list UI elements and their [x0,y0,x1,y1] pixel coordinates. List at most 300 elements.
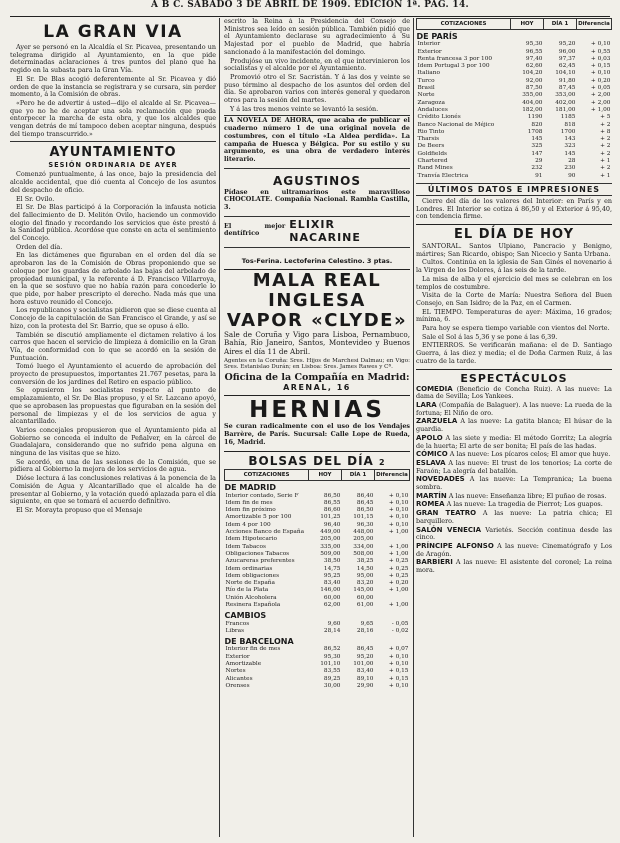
barcelona-cell: 89,10 [356,675,374,682]
espectaculos-title: ESPECTÁCULOS [416,369,612,385]
bolsas-title [224,451,410,468]
ad-elixir [224,216,410,245]
col-header-dia: DÍA 1 [544,19,577,30]
gran-via-lead: Ayer se personó en la Alcaldía el Sr. Picaveа, presentando un telegrama dirigido al Ayuntamiento, en la que pide determinadas aclaraciones á tres puntos del plano que ha regido en la subasta para la Gran Vía. [10,43,216,75]
ad-novela-text: LA NOVELA DE AHORA, que acaba de publicar el cuaderno número 1 de una original novela de costumbres, con el título «La Aldea perdida». La campaña de Huesca y Bélgica. Por su estilo y su argumento, es una obra de verdadero interés literario. [224,116,410,163]
cambios-cell: - 0,05 [391,620,409,627]
ad-novela [224,115,410,165]
paris-cell: Exterior [417,48,442,55]
session-continued-3: Promovió otro el Sr. Sacristán. Y á las dos y veinte se puso término al despacho de los asuntos del orden del día. Se aprobaron varios con interés general y quedaron otros para la sesión del martes. [224,72,410,105]
barcelona-cell: + 0,15 [388,668,409,675]
paris-cell: 28 [568,158,576,165]
cambios-cell: 28,16 [356,627,374,634]
gran-via-p3: «Pero he de advertir á usted—dijo el alcalde al Sr. Picaveа—que yo no he de aceptar una sola reclamación que pueda entorpecer la marcha de esta obra, y que los alcaldes que vengan detrás de mí tampoco deben aceptar ninguna, después del tiempo transcurrido.» [10,98,216,138]
madrid-row [225,529,410,536]
madrid-cell: + 0,25 [388,572,409,579]
paris-cell: 62,60 [525,63,543,70]
paris-cell: 1700 [560,128,576,135]
session-p5: En las dictámenes que figuraban en el orden del día se aprobaron las de la Comisión de Obras proponiendo que se coloque por los guardas de arbolado las bajas del arbolado de propiedad municipal, y la referente á D. Francisco Villarroya, en la que se sostuvo que no había razón para concederle lo que pide, por haber prescripto el derecho. Nada más que una hora estuvo reunido el Concejo. [10,251,216,306]
paris-cell: Norte [417,92,435,99]
ad-agustinos-title: AGUSTINOS [272,173,362,188]
paris-cell: De Beers [417,143,445,150]
show-listing [416,493,612,501]
show-listing [416,527,612,542]
madrid-cell: 83,40 [323,580,341,587]
show-program: Varietés. Sección continua desde las cinco. [416,525,612,542]
paris-cell: + 0,10 [590,70,611,77]
group-barcelona-label: DE BARCELONA [224,637,294,647]
ayuntamiento-subtitle: SESIÓN ORDINARIA DE AYER [48,161,178,170]
show-listing [416,435,612,450]
dia-santoral: SANTORAL. Santos Ulpiano, Pancracio y Benigno, mártires; San Ricardo, obispo; San Nicecio y Santa Urbana. [416,242,612,258]
madrid-cell: + 1,00 [388,550,409,557]
madrid-cell: 14,50 [356,565,374,572]
paris-cell: 145 [531,136,543,143]
show-listing [416,476,612,491]
madrid-cell: Idem 4 por 100 [225,521,271,528]
ad-mala-real-address: ARENAL, 16 [283,383,351,393]
madrid-cell: Idem obligaciones [225,572,280,579]
paris-cell: 91,80 [558,77,576,84]
col-header-dia: DÍA 1 [342,470,375,481]
paris-cell: 29 [535,158,543,165]
show-listing [416,460,612,475]
barcelona-cell: 89,25 [323,675,341,682]
madrid-cell: 101,15 [353,514,374,521]
paris-row [417,92,612,99]
paris-cell: 96,00 [558,48,576,55]
session-p3: El Sr. De Blas participó á la Corporación la infausta noticia del fallecimiento de D. Melitón Ovilo, haciendo un conmovido elogio del finado y recordando los servicios que éste prestó á la Sanidad pública. Acordóse que conste en acta el sentimiento del Concejo. [10,203,216,243]
paris-cell: 230 [564,165,576,172]
show-listing [416,510,612,525]
madrid-cell: 509,00 [320,550,341,557]
show-listing [416,501,612,509]
madrid-row [225,551,410,558]
madrid-cell: 95,00 [356,572,374,579]
paris-cell: + 1,00 [590,106,611,113]
dia-visita: Visita de la Corte de María: Nuestra Señora del Buen Consejo, en San Isidro; de la Paz, en el Carmen. [416,291,612,307]
madrid-row [225,573,410,580]
barcelona-cell: Exterior [225,653,250,660]
paris-cell: Brasil [417,85,435,92]
paris-cell: 818 [564,121,576,128]
barcelona-row [225,646,410,653]
show-venue: MARTÍN [416,491,447,500]
paris-row [417,49,612,56]
cambios-row [225,628,410,635]
paris-cell: + 0,20 [590,77,611,84]
show-program: (Beneficio de Concha Ruiz). A las nueve: La dama de Sevilla; Los Yankees. [416,384,612,401]
page-header [10,0,610,17]
paris-cell: 353,00 [555,92,576,99]
madrid-cell: 448,00 [353,529,374,536]
paris-cell: Idem Portugal 3 por 100 [417,63,490,70]
paris-cell: + 2 [600,165,611,172]
col-header-hoy: HOY [511,19,544,30]
madrid-cell: + 1,00 [388,529,409,536]
show-program: A las nueve: La tragedia de Pierrot; Los guapos. [446,500,603,509]
paris-cell: Renta francesa 3 por 100 [417,55,493,62]
paris-cell: + 1 [600,158,611,165]
paris-cell: 325 [531,143,543,150]
barcelona-row [225,668,410,675]
dia-title: EL DÍA DE HOY [416,224,612,242]
show-listing [416,418,612,433]
paris-cell: + 0,05 [590,85,611,92]
madrid-cell: + 0,10 [388,499,409,506]
ad-agustinos-text: Pídase en ultramarinos este maravilloso CHOCOLATE. Compañía Nacional. Rambla Castilla, 3. [224,187,410,212]
madrid-cell: Acciones Banco de España [225,529,305,536]
paris-row [417,151,612,158]
paris-cell: 95,30 [525,41,543,48]
show-program: A las nueve: Enseñanza libre; El puñao de rosas. [448,491,607,500]
madrid-cell: 449,00 [320,529,341,536]
paris-cell: 820 [531,121,543,128]
paris-cell: 323 [564,143,576,150]
madrid-row [225,595,410,602]
madrid-cell: + 0,20 [388,580,409,587]
paris-cell: 402,00 [555,99,576,106]
paris-cell: + 5 [600,114,611,121]
madrid-cell: + 0,10 [388,521,409,528]
show-program: A las nueve: La patria chica; El barquillero. [416,509,612,525]
show-program: A las nueve: El trust de los tenorios; La corte de Faraón; La alegría del batallón. [416,458,612,475]
dia-prevision: Para hoy se espera tiempo variable con vientos del Norte. [422,324,610,333]
column-rule-1 [219,18,220,837]
paris-cell: 87,50 [525,85,543,92]
bolsas-title-text: BOLSAS DEL DÍA [248,454,374,469]
paris-cell: Andaluces [417,106,448,113]
madrid-cell: 86,50 [323,492,341,499]
madrid-cell: 508,00 [353,550,374,557]
paris-cell: + 2 [600,136,611,143]
paris-row [417,70,612,77]
show-program: A las nueve: La gatita blanca; El húsar de la guardia. [416,417,612,434]
paris-row [417,100,612,107]
paris-row [417,85,612,92]
paris-cell: + 2,00 [590,99,611,106]
madrid-row [225,522,410,529]
session-continued-1: escrito la Reina á la Presidencia del Consejo de Ministros sea leído en sesión pública. También pidió que el Ayuntamiento declarase su agradecimiento á Su Majestad por el pueblo de Madrid, que habría sancionado á la manifestación del domingo. [224,18,410,56]
madrid-cell: 86,40 [356,492,374,499]
col-header-cotizaciones: COTIZACIONES [417,19,511,30]
ad-hernias [224,395,410,448]
madrid-cell: + 0,10 [388,492,409,499]
paris-table [416,18,612,180]
cambios-cell: Libras [225,627,245,634]
paris-row [417,173,612,180]
paris-cell: + 2 [600,121,611,128]
madrid-cell: 86,55 [323,499,341,506]
show-venue: CÓMICO [416,450,448,459]
barcelona-cell: 86,45 [356,646,374,653]
barcelona-row [225,676,410,683]
madrid-cell: Río de la Plata [225,587,269,594]
session-heading-ovilo: El Sr. Ovilo. [16,194,55,203]
paris-cell: + 0,15 [590,63,611,70]
session-p11: Se acordó, en una de las sesiones de la Comisión, que se pidiera al Gobierno la mejora de los servicios de agua. [10,457,216,474]
show-listing [416,402,612,417]
madrid-cell: 96,40 [323,521,341,528]
paris-cell: 232 [531,165,543,172]
gran-via-title: LA GRAN VIA [43,22,183,42]
ad-mala-real-title: MALA REAL INGLESA [252,269,382,311]
madrid-row [225,544,410,551]
paris-cell: 1708 [527,128,543,135]
paris-cell: 147 [531,150,543,157]
paris-cell: Interior [417,41,441,48]
barcelona-row [225,683,410,690]
show-venue: PRÍNCIPE ALFONSO [416,541,494,550]
show-program: A las siete y media: El método Gorritz; La alegría de la huerta; El arte de ser bonita; El país de las hadas. [416,433,612,450]
paris-cell: 96,55 [525,48,543,55]
madrid-cell: Interior contado, Serie F [225,492,299,499]
paris-cell: 62,45 [558,63,576,70]
paris-cell: + 2 [600,143,611,150]
dia-tiempo: EL TIEMPO. Temperaturas de ayer: Máxima, 16 grados; mínima, 6. [416,307,612,324]
madrid-cell [375,536,410,543]
ad-tosferina-text: Tos-Ferina. Lectoferina Celestino. 3 ptas. [241,256,393,265]
madrid-cell: + 1,00 [388,543,409,550]
cambios-cell: - 0,02 [391,627,409,634]
madrid-cell: + 0,25 [388,558,409,565]
col-header-hoy: HOY [309,470,342,481]
madrid-cell: + 0,25 [388,565,409,572]
madrid-row [225,587,410,594]
col-header-diferencia: Diferencia [375,470,410,481]
barcelona-row [225,661,410,668]
madrid-cell: 101,25 [320,514,341,521]
divider [10,141,216,142]
show-program: A las nueve: El asistente del coronel; La reina mora. [416,558,612,575]
show-venue: ZARZUELA [416,417,458,426]
group-cambios [225,609,410,620]
paris-cell: Goldfields [417,150,448,157]
show-venue: ROMEA [416,500,445,509]
paris-cell: 1185 [560,114,576,121]
show-listing [416,543,612,558]
paris-row [417,78,612,85]
paris-row [417,143,612,150]
paris-row [417,56,612,63]
show-listing [416,386,612,401]
madrid-cell: 205,00 [320,536,341,543]
show-venue: ESLAVA [416,458,446,467]
barcelona-cell: Nortes [225,668,246,675]
paris-cell: Tranvía Electrica [417,172,469,179]
paris-cell: 1190 [527,114,543,121]
madrid-row [225,514,410,521]
madrid-cell: 205,00 [353,536,374,543]
ad-tosferina [224,247,410,267]
madrid-cell: Amortizable 5 por 100 [225,514,292,521]
madrid-cell: Idem ordinarias [225,565,273,572]
show-venue: SALÓN VENECIA [416,525,482,534]
gran-via-p2: El Sr. De Blas acogió deferentemente al Sr. Picaveа y dió orden de que la instancia se registrara y se cursara, sin perder momento, á la Comisión de obras. [10,74,216,99]
show-program: (Compañía de Balaguer). A las nueve: La rueda de la fortuna; El Niño de oro. [416,401,612,417]
show-venue: COMEDIA [416,384,453,393]
ad-mala-real-route: Sale de Coruña y Vigo para Lisboa, Pernambuco, Bahía, Río Janeiro, Santos, Montevideo y Buenos Aires el día 11 de Abril. [224,329,410,356]
madrid-cell: 38,50 [323,558,341,565]
paris-cell: 104,20 [522,70,543,77]
group-cambios-label: CAMBIOS [224,611,267,621]
madrid-cell: 145,00 [353,587,374,594]
ad-hernias-title: HERNIAS [249,397,385,424]
madrid-cell: 86,45 [356,499,374,506]
paris-cell: Tharsis [417,136,440,143]
barcelona-cell: 101,00 [353,661,374,668]
paris-cell: + 0,10 [590,41,611,48]
madrid-row [225,558,410,565]
barcelona-cell: 30,00 [323,682,341,689]
session-p6: Los republicanos y socialistas pidieron que se diese cuenta al Concejo de la capitulación de San Francisco el Grande, y así se hizo, con la protesta del Sr. Barrio, que se opuso á ello. [10,306,216,330]
madrid-cell: 146,00 [320,587,341,594]
group-madrid [225,481,410,493]
ayuntamiento-title: AYUNTAMIENTO [49,145,177,161]
barcelona-cell: Amortizable [225,661,262,668]
paris-cell: 97,40 [525,55,543,62]
paris-cell: 143 [564,136,576,143]
session-p9: Se opusieron los socialistas respecto al punto de emplazamiento, el Sr. De Blas propuso, y el Sr. Lazcano apoyó, que se aprobasen las propuestas que figuraban en la sesión del personal de limpiezas y el de los servicios de agua y alcantarillado. [10,386,216,426]
madrid-cell: Obligaciones Tabacos [225,550,290,557]
paris-cell: + 1 [600,172,611,179]
madrid-cell: 83,20 [356,580,374,587]
paris-cell: 91 [535,172,543,179]
dia-entierros: ENTIERROS. Se verificarán mañana: el de D. Santiago Guerra, á las diez y media; el de Doña Carmen Ruiz, á las cuatro de la tarde. [416,341,612,365]
barcelona-cell: + 0,10 [388,653,409,660]
show-venue: NOVEDADES [416,475,465,484]
barcelona-cell: 29,90 [356,682,374,689]
madrid-cell: Azucareras preferentes [225,558,295,565]
barcelona-cell: + 0,10 [388,661,409,668]
page-header-text: A B C. SÁBADO 3 DE ABRIL DE 1909. EDICIÓN 1ª. PAG. 14. [151,0,469,10]
paris-row [417,114,612,121]
paris-cell: Turco [417,77,435,84]
barcelona-cell: + 0,07 [388,646,409,653]
ad-elixir-intro: El mejor dentífrico [224,221,286,238]
barcelona-cell: Interior fin de mes [225,646,281,653]
show-listing [416,451,612,459]
show-program: A las nueve: Los pícaros celos; El amor que huye. [449,450,611,459]
madrid-cell: 60,00 [323,594,341,601]
madrid-cell: Resinera Española [225,602,281,608]
madrid-row [225,493,410,500]
barcelona-cell: 101,10 [320,661,341,668]
paris-row [417,165,612,172]
bolsas-title-number: 2 [379,458,386,468]
session-p12: Dióse lectura á las conclusiones relativas á la ponencia de la Comisión de Agua y Alcantarillado que el alcalde ha de presentar al Gobierno, y la votación quedó aplazada para el día siguiente, en que se tomará el acuerdo definitivo. [10,474,216,506]
madrid-cell: + 1,00 [388,602,409,608]
paris-cell: + 2 [600,150,611,157]
paris-cell: 145 [564,150,576,157]
show-program: A las nueve: La Tempranica; La buena sombra. [416,475,612,492]
cambios-cell: 9,60 [327,620,341,627]
madrid-cell: Idem Hipotecario [225,536,277,543]
madrid-cell: Unión Alcoholera [225,594,277,601]
madrid-cell: + 0,10 [388,514,409,521]
madrid-cell: 95,25 [323,572,341,579]
ad-mala-real-office: Oficina de la Compañía en Madrid: [224,372,410,384]
paris-cell: Italiano [417,70,440,77]
cambios-row [225,621,410,628]
col-header-diferencia: Diferencia [577,19,612,30]
paris-cell: Crédito Lionés [417,114,461,121]
paris-row [417,122,612,129]
paris-row [417,63,612,70]
show-program: A las nueve: Cinematógrafo y Los de Aragón. [416,541,612,558]
madrid-cell: 96,30 [356,521,374,528]
session-heading-orden: Orden del día. [16,242,63,251]
group-madrid-label: DE MADRID [224,483,276,493]
ad-agustinos [224,168,410,214]
madrid-cell: 61,00 [356,602,374,608]
session-p8: Tomó luego el Ayuntamiento el acuerdo de aprobación del proyecto de presupuestos, importantes 21.767 pesetas, para la conversión de los jardines del Retiro en espacio público. [10,362,216,386]
paris-cell: Zaragoza [417,99,445,106]
paris-cell: 182,00 [522,106,543,113]
paris-cell: + 0,03 [590,55,611,62]
barcelona-cell: 83,40 [356,668,374,675]
ultimos-text: Cierre del día de los valores del Interior: en París y en Londres. El Interior se cotiza á 86,50 y el Exterior á 95,40, con tendencia firme. [416,196,612,221]
madrid-cell: 86,50 [356,507,374,514]
column-3 [416,18,612,837]
madrid-cell: 334,00 [353,543,374,550]
show-listing [416,559,612,574]
madrid-cell: 60,00 [356,594,374,601]
barcelona-cell: 86,52 [323,646,341,653]
session-p10: Varios concejales propusieron que el Ayuntamiento pida al Gobierno se conceda el indulto de Peñalver, en la cárcel de Guadalajara, considerando que no sufrido pena alguna en ninguna de las visitas que se hizo. [10,425,216,458]
paris-cell: 104,10 [555,70,576,77]
paris-cell: + 0,55 [590,48,611,55]
madrid-row [225,536,410,543]
barcelona-cell: 83,55 [323,668,341,675]
madrid-row [225,602,410,609]
group-barcelona [225,635,410,646]
barcelona-cell: Orenses [225,682,250,689]
paris-cell: 90 [568,172,576,179]
column-2 [224,18,410,837]
madrid-row [225,566,410,573]
paris-cell: Chartered [417,158,448,165]
paris-cell: 404,00 [522,99,543,106]
session-p1: Comenzó puntualmente, á las once, bajo la presidencia del alcalde accidental, que dió cuenta al Concejo de los asuntos del despacho de oficio. [10,170,216,194]
dia-misa: La misa de alba y el ejercicio del mes se celebran en los templos de costumbre. [416,274,612,291]
paris-cell: 92,00 [525,77,543,84]
barcelona-row [225,654,410,661]
dia-sol: Sale el Sol á las 5,36 y se pone á las 6,39. [422,332,558,341]
dia-cultos: Cultos. Continúa en la iglesia de San Ginés el novenario á la Virgen de los Dolores, á las seis de la tarde. [416,258,612,275]
madrid-cell: 62,00 [323,602,341,608]
ad-hernias-text: Se curan radicalmente con el uso de los Vendajes Barrère, de París. Sucursal: Calle Lope de Rueda, 16, Madrid. [224,422,410,446]
ultimos-title: ÚLTIMOS DATOS E IMPRESIONES [416,183,612,196]
madrid-cell: + 0,10 [388,507,409,514]
ad-mala-real-agents: Agentes en la Coruña: Sres. Hijos de Marchesi Dalmau; en Vigo: Sres. Estanislao Durán; en Lisboa: Sres. James Rawes y Cª. [224,357,410,371]
paris-cell: + 8 [600,128,611,135]
madrid-cell: + 1,00 [388,587,409,594]
madrid-cell: 38,25 [356,558,374,565]
madrid-row [225,507,410,514]
madrid-cell [375,595,410,602]
cambios-cell: Francos [225,620,250,627]
show-venue: BARBIERI [416,558,453,567]
paris-row [417,129,612,136]
cambios-cell: 9,65 [360,620,374,627]
group-paris [417,30,612,42]
madrid-cell: 14,75 [323,565,341,572]
paris-cell: Banco Nacional de Méjico [417,121,495,128]
madrid-cell: Idem fin próximo [225,507,276,514]
madrid-cell: 335,00 [320,543,341,550]
shows-list [416,386,612,575]
